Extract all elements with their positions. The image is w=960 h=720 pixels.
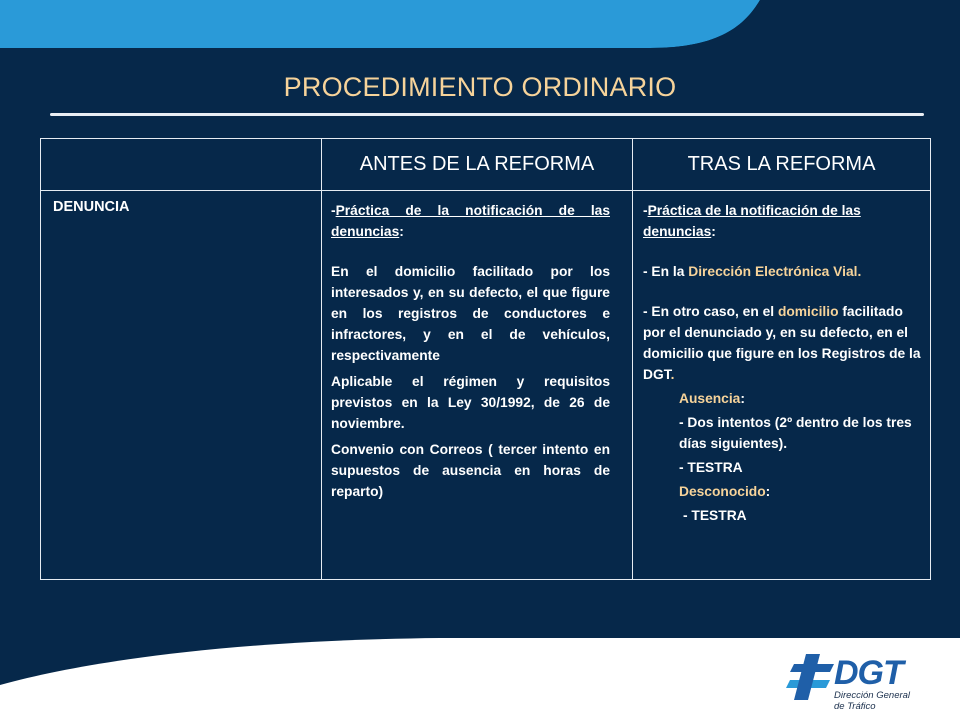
table-row-denuncia bbox=[41, 191, 931, 580]
tras-heading-dash: - bbox=[643, 203, 648, 218]
header-antes: ANTES DE LA REFORMA bbox=[322, 139, 633, 191]
page-title: PROCEDIMIENTO ORDINARIO bbox=[283, 72, 677, 102]
table-header-row bbox=[41, 139, 931, 191]
row-label-denuncia: DENUNCIA bbox=[41, 191, 322, 580]
header-empty-cell bbox=[41, 139, 322, 191]
logo-caption-line1: Dirección General bbox=[834, 690, 911, 701]
title-divider bbox=[50, 113, 924, 116]
top-wave-band bbox=[0, 0, 960, 50]
tras-domicilio-rest: facilitado por el denunciado y, en su defecto, en el domicilio que figure en los Registros de la DGT bbox=[643, 304, 921, 382]
antes-paragraph-correos: Convenio con Correos ( tercer intento en supuestos de ausencia en horas de reparto) bbox=[331, 442, 610, 499]
tras-ausencia-testra: - TESTRA bbox=[679, 460, 743, 475]
header-tras: TRAS LA REFORMA bbox=[633, 139, 931, 191]
antes-paragraph-regimen: Aplicable el régimen y requisitos previstos en la Ley 30/1992, de 26 de noviembre. bbox=[331, 374, 610, 431]
logo-caption bbox=[834, 690, 910, 712]
ausencia-label-text: Ausencia bbox=[679, 391, 741, 406]
tras-desconocido-testra: - TESTRA bbox=[683, 508, 747, 523]
antes-heading-text: Práctica de la notificación de las denuncias bbox=[331, 203, 610, 239]
tras-domicilio-prefix: - En otro caso, en el bbox=[643, 304, 778, 319]
tras-ausencia-label bbox=[643, 388, 922, 409]
logo-wordmark: DGT bbox=[834, 654, 903, 692]
tras-domicilio-highlight: domicilio bbox=[777, 304, 839, 319]
tras-dev-highlight: Dirección Electrónica Vial. bbox=[688, 264, 862, 279]
desconocido-label-colon: : bbox=[765, 484, 771, 499]
tras-domicilio-end: . bbox=[670, 367, 675, 382]
comparison-table bbox=[40, 138, 931, 580]
desconocido-label-text: Desconocido bbox=[679, 484, 766, 499]
antes-heading bbox=[331, 200, 610, 242]
antes-paragraph-domicilio: En el domicilio facilitado por los interesados y, en su defecto, el que figure en los registros de conductores e infractores, y en el de vehículos, respectivamente bbox=[331, 264, 610, 363]
tras-heading-text: Práctica de la notificación de las denuncias bbox=[643, 203, 861, 239]
tras-desconocido-label bbox=[643, 481, 922, 502]
tras-heading bbox=[643, 200, 922, 242]
tras-line-dev bbox=[643, 261, 922, 282]
antes-heading-colon: : bbox=[399, 224, 404, 239]
tras-line-dev-prefix: - En la bbox=[643, 264, 689, 279]
tras-line-domicilio bbox=[643, 301, 922, 385]
cell-antes bbox=[322, 191, 633, 580]
tras-ausencia-item: - Dos intentos (2º dentro de los tres días siguientes). bbox=[679, 415, 912, 451]
logo-caption-line2: de Tráfico bbox=[834, 701, 876, 712]
ausencia-label-colon: : bbox=[740, 391, 745, 406]
cell-tras bbox=[633, 191, 931, 580]
antes-heading-dash: - bbox=[331, 203, 336, 218]
tras-heading-colon: : bbox=[711, 224, 716, 239]
